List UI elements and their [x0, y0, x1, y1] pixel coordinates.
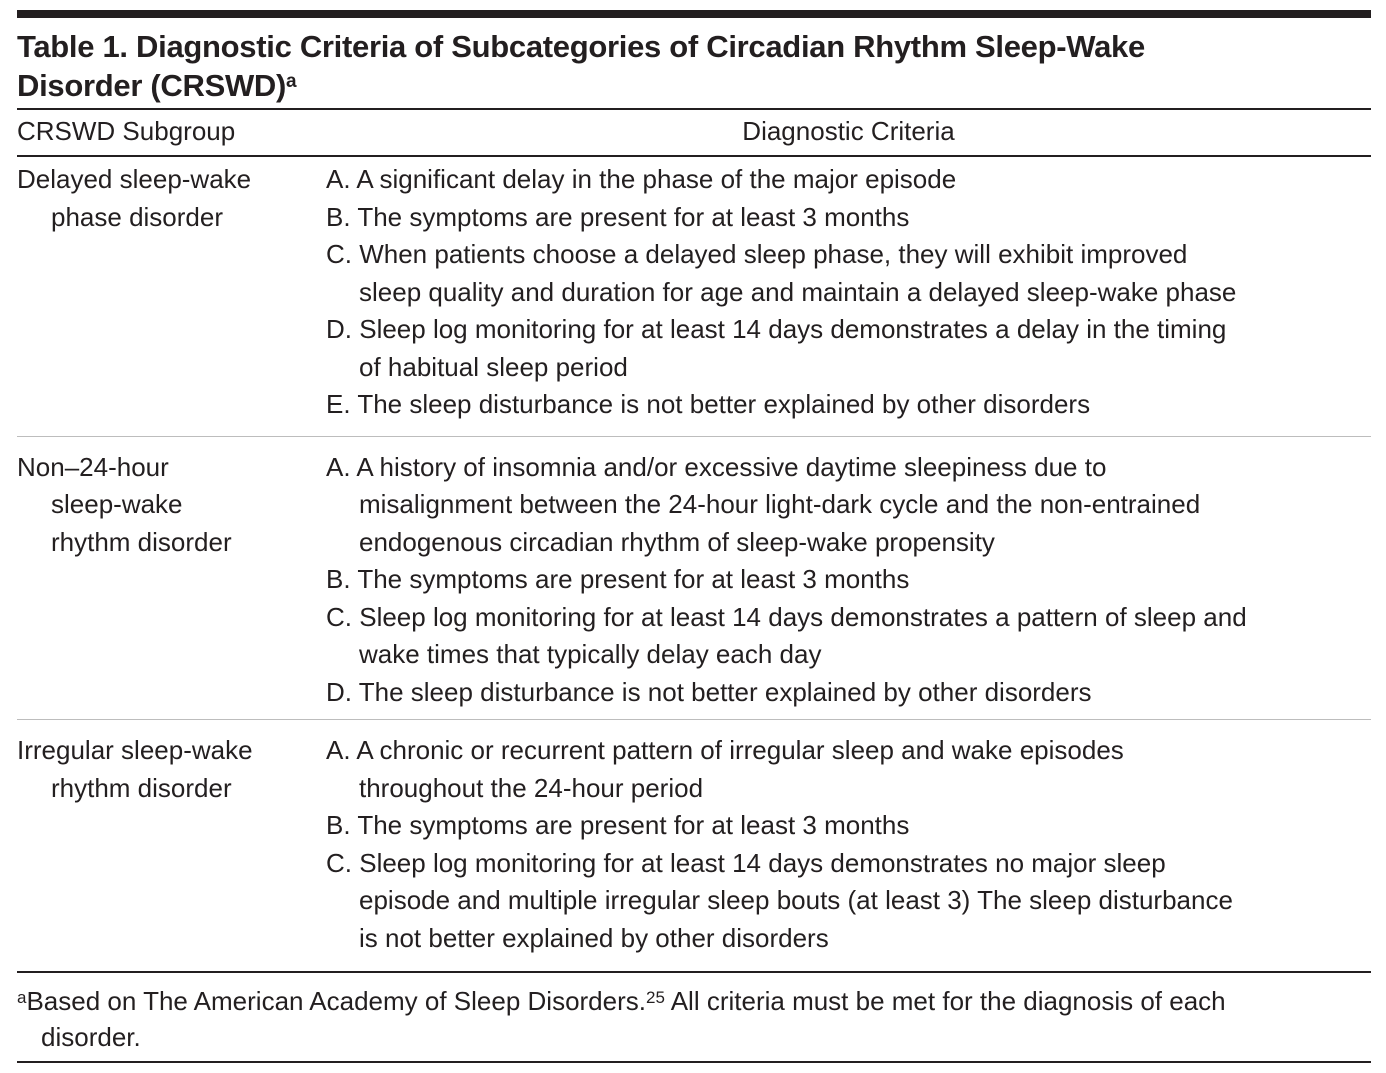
criterion-text: E. The sleep disturbance is not better explained by other disorders: [326, 389, 1091, 419]
table-row: [17, 157, 1371, 436]
criterion: [326, 599, 1371, 674]
criterion-text: B. The symptoms are present for at least 3 months: [326, 564, 910, 594]
criterion: [326, 732, 1371, 807]
criterion-text: D. The sleep disturbance is not better explained by other disorders: [326, 676, 1092, 707]
criterion: [326, 199, 1371, 237]
subgroup-text: sleep-wake: [51, 489, 183, 519]
criterion: [326, 311, 1371, 386]
criterion-text: of habitual sleep period: [359, 351, 628, 382]
criterion: [326, 161, 1371, 199]
criterion-text: endogenous circadian rhythm of sleep-wake propensity: [359, 526, 995, 557]
criterion-text: C. When patients choose a delayed sleep phase, they will exhibit improved: [326, 239, 1188, 269]
criterion: [326, 845, 1371, 958]
criterion: [326, 807, 1371, 845]
criterion-text: throughout the 24-hour period: [359, 772, 704, 803]
criterion: [326, 236, 1371, 311]
table-title: Table 1. Diagnostic Criteria of Subcategories of Circadian Rhythm Sleep-Wake Disorder (CRSWD)$^a$: [17, 29, 1145, 103]
criterion-text: A. A chronic or recurrent pattern of irregular sleep and wake episodes: [326, 735, 1124, 765]
table: [17, 10, 1371, 1063]
table-row: [17, 720, 1371, 971]
criterion-text: wake times that typically delay each day: [359, 639, 822, 669]
criteria-cell: [326, 449, 1371, 712]
subgroup-text: phase disorder: [51, 201, 223, 232]
criteria-cell: [326, 161, 1371, 424]
criterion-text: is not better explained by other disorders: [359, 922, 829, 953]
criterion: [326, 449, 1371, 562]
subgroup-text: rhythm disorder: [51, 526, 232, 557]
subgroup-text: Non–24-hour: [17, 451, 169, 482]
criterion-text: A. A significant delay in the phase of the major episode: [326, 164, 957, 194]
criterion-text: B. The symptoms are present for at least 3 months: [326, 201, 910, 232]
criterion: [326, 674, 1371, 712]
criteria-cell: [326, 732, 1371, 957]
subgroup-text: Irregular sleep-wake: [17, 735, 253, 765]
criterion: [326, 386, 1371, 424]
top-rule: [17, 10, 1371, 18]
criterion-text: C. Sleep log monitoring for at least 14 days demonstrates no major sleep: [326, 847, 1166, 878]
criterion-text: D. Sleep log monitoring for at least 14 days demonstrates a delay in the timing: [326, 314, 1227, 344]
subgroup-cell: [17, 449, 326, 712]
footnote-marker: a: [286, 71, 297, 92]
criterion-text: B. The symptoms are present for at least 3 months: [326, 810, 910, 840]
table-header: [17, 110, 1371, 155]
criterion-text: episode and multiple irregular sleep bouts (at least 3) The sleep disturbance: [359, 885, 1233, 915]
criterion-text: C. Sleep log monitoring for at least 14 days demonstrates a pattern of sleep and: [326, 601, 1247, 632]
subgroup-text: Delayed sleep-wake: [17, 164, 252, 194]
subgroup-cell: [17, 732, 326, 957]
header-criteria: Diagnostic Criteria: [742, 116, 955, 146]
criterion-text: A. A history of insomnia and/or excessive daytime sleepiness due to: [326, 451, 1107, 482]
subgroup-text: rhythm disorder: [51, 772, 232, 803]
criterion-text: sleep quality and duration for age and maintain a delayed sleep-wake phase: [359, 276, 1237, 307]
subgroup-cell: [17, 161, 326, 424]
bottom-rule: [17, 1061, 1371, 1063]
criterion-text: misalignment between the 24-hour light-dark cycle and the non-entrained: [359, 489, 1201, 519]
footnote: $^a$Based on The American Academy of Sleep Disorders.$^{25}$ All criteria must be met for the diagnosis of each disorder.: [17, 986, 1226, 1052]
criterion: [326, 561, 1371, 599]
table-row: [17, 437, 1371, 720]
header-subgroup: CRSWD Subgroup: [17, 116, 236, 146]
